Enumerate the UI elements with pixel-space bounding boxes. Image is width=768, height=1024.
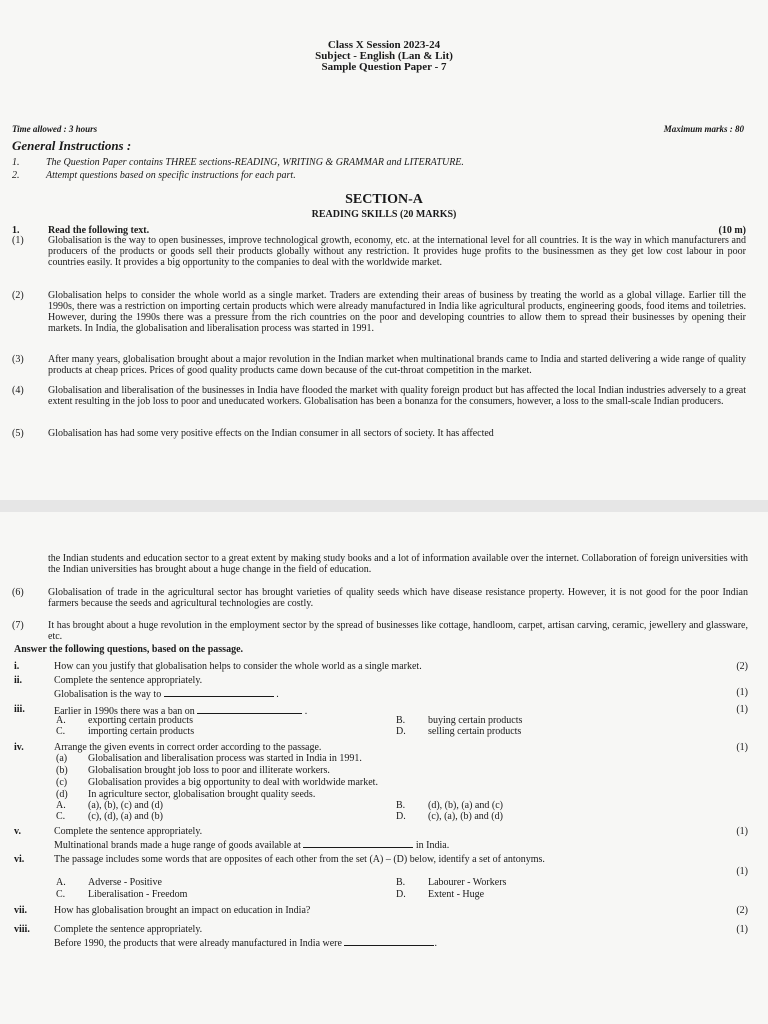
page-2	[0, 512, 768, 1024]
question-ii-sentence: Globalisation is the way to . (1)	[54, 687, 748, 700]
passage-paragraph-continued: the Indian students and education sector to a great extent by making study books and a lot of information available over the internet. Collaboration of foreign universities with the Indian universities has brought about a huge change in the field of education.	[48, 553, 748, 575]
question-marks: (1)	[736, 924, 748, 935]
question-marks: (1)	[736, 866, 748, 877]
option-b[interactable]: B. Labourer - Workers	[396, 877, 507, 888]
option-d[interactable]: D. Extent - Huge	[396, 889, 485, 900]
question-1: 1. Read the following text. (10 m)	[12, 225, 746, 236]
event-a: (a) Globalisation and liberalisation process was started in India in 1991.	[56, 753, 362, 764]
option-a[interactable]: A. (a), (b), (c) and (d)	[56, 800, 163, 811]
question-viii: viii. Complete the sentence appropriately. (1)	[14, 924, 748, 935]
answer-blank[interactable]	[303, 839, 413, 848]
question-marks: (1)	[736, 687, 748, 698]
question-iii: iii. Earlier in 1990s there was a ban on . (1)	[14, 704, 748, 717]
question-v: v. Complete the sentence appropriately. (1)	[14, 826, 748, 837]
passage-paragraph: (5) Globalisation has had some very positive effects on the Indian consumer in all sectors of society. It has affected	[12, 428, 494, 439]
answer-blank[interactable]	[164, 688, 274, 697]
instruction-item: 2. Attempt questions based on specific instructions for each part.	[12, 170, 296, 181]
question-marks: (2)	[736, 905, 748, 916]
answer-blank[interactable]	[344, 937, 434, 946]
event-d: (d) In agriculture sector, globalisation brought quality seeds.	[56, 789, 316, 800]
option-d[interactable]: D. (c), (a), (b) and (d)	[396, 811, 503, 822]
passage-paragraph: (7) It has brought about a huge revolution in the employment sector by the spread of businesses like cottage, handloom, carpet, artisan carving, ceramic, jewellery and glassware, etc.	[12, 620, 748, 642]
passage-paragraph: (2) Globalisation helps to consider the whole world as a single market. Traders are extending their areas of business by treating the world as a global village. Earlier till the 1990s, there was a restriction on importing certain products which were already manufactured in India like agricultural products, engineering goods, food items and toiletries. However, during the 1990s there was a pressure from the rich countries on the poor and developing countries to allow them to spread their businesses by opening their markets. In India, the globalisation and liberalisation process was started in 1991.	[12, 290, 746, 334]
maximum-marks: Maximum marks : 80	[663, 124, 744, 134]
question-v-sentence: Multinational brands made a huge range of goods available at in India.	[54, 840, 450, 851]
section-title: SECTION-A	[345, 192, 423, 207]
instruction-item: 1. The Question Paper contains THREE sections-READING, WRITING & GRAMMAR and LITERATURE.	[12, 157, 464, 168]
question-marks: (2)	[736, 661, 748, 672]
option-b[interactable]: B. (d), (b), (a) and (c)	[396, 800, 503, 811]
class-session: Class X Session 2023-24	[327, 39, 441, 51]
question-marks: (10 m)	[718, 225, 746, 236]
question-i: i. How can you justify that globalisation helps to consider the whole world as a single market. (2)	[14, 661, 748, 672]
answer-blank[interactable]	[197, 705, 302, 714]
option-c[interactable]: C. importing certain products	[56, 726, 195, 737]
question-marks: (1)	[736, 704, 748, 715]
event-b: (b) Globalisation brought job loss to poor and illiterate workers.	[56, 765, 330, 776]
question-iv: iv. Arrange the given events in correct order according to the passage. (1)	[14, 742, 748, 753]
option-c[interactable]: C. Liberalisation - Freedom	[56, 889, 188, 900]
option-b[interactable]: B. buying certain products	[396, 715, 523, 726]
question-marks: (1)	[736, 742, 748, 753]
event-c: (c) Globalisation provides a big opportunity to deal with worldwide market.	[56, 777, 378, 788]
passage-paragraph: (6) Globalisation of trade in the agricultural sector has brought varieties of quality seeds which have disease resistance property. However, it is not good for the poor Indian farmers because the seeds and agricultural technologies are costly.	[12, 587, 748, 609]
general-instructions-title: General Instructions :	[12, 138, 132, 153]
question-ii: ii. Complete the sentence appropriately.	[14, 675, 203, 686]
time-marks-row	[12, 124, 744, 134]
time-allowed: Time allowed : 3 hours	[12, 124, 98, 134]
section-subtitle: READING SKILLS (20 MARKS)	[311, 209, 457, 220]
passage-paragraph: (3) After many years, globalisation brought about a major revolution in the Indian market when multinational brands came to India and started delivering a wide range of quality products at cheap prices. Prices of good quality products came down because of the cut-throat competition in the market.	[12, 354, 746, 376]
paper-number: Sample Question Paper - 7	[321, 61, 447, 73]
question-marks: (1)	[736, 826, 748, 837]
paper-header	[0, 40, 768, 73]
passage-paragraph: (1) Globalisation is the way to open businesses, improve technological growth, economy, etc. at the international level for all countries. It is the way in which manufacturers and producers of the products or goods sell their products globally without any restriction. It provides huge profits to the businessmen as they get low cost labour in poor countries easily. It provides a big opportunity to the companies to deal with the worldwide market.	[12, 235, 746, 268]
question-vi: vi. The passage includes some words that are opposites of each other from the set (A) – (D) below, identify a set of antonyms.	[14, 854, 545, 865]
page-1	[0, 0, 768, 500]
option-c[interactable]: C. (c), (d), (a) and (b)	[56, 811, 163, 822]
question-vii: vii. How has globalisation brought an impact on education in India? (2)	[14, 905, 748, 916]
subject: Subject - English (Lan & Lit)	[315, 50, 453, 62]
answer-heading: Answer the following questions, based on the passage.	[14, 644, 244, 655]
option-a[interactable]: A. exporting certain products	[56, 715, 193, 726]
option-d[interactable]: D. selling certain products	[396, 726, 522, 737]
option-a[interactable]: A. Adverse - Positive	[56, 877, 162, 888]
passage-paragraph: (4) Globalisation and liberalisation of the businesses in India have flooded the market with quality foreign product but has affected the local Indian industries adversely to a great extent resulting in the job loss to poor and uneducated workers. Globalisation has been a bonanza for the consumers, however, a loss to the small-scale Indian producers.	[12, 385, 746, 407]
question-viii-sentence: Before 1990, the products that were already manufactured in India were .	[54, 938, 437, 949]
